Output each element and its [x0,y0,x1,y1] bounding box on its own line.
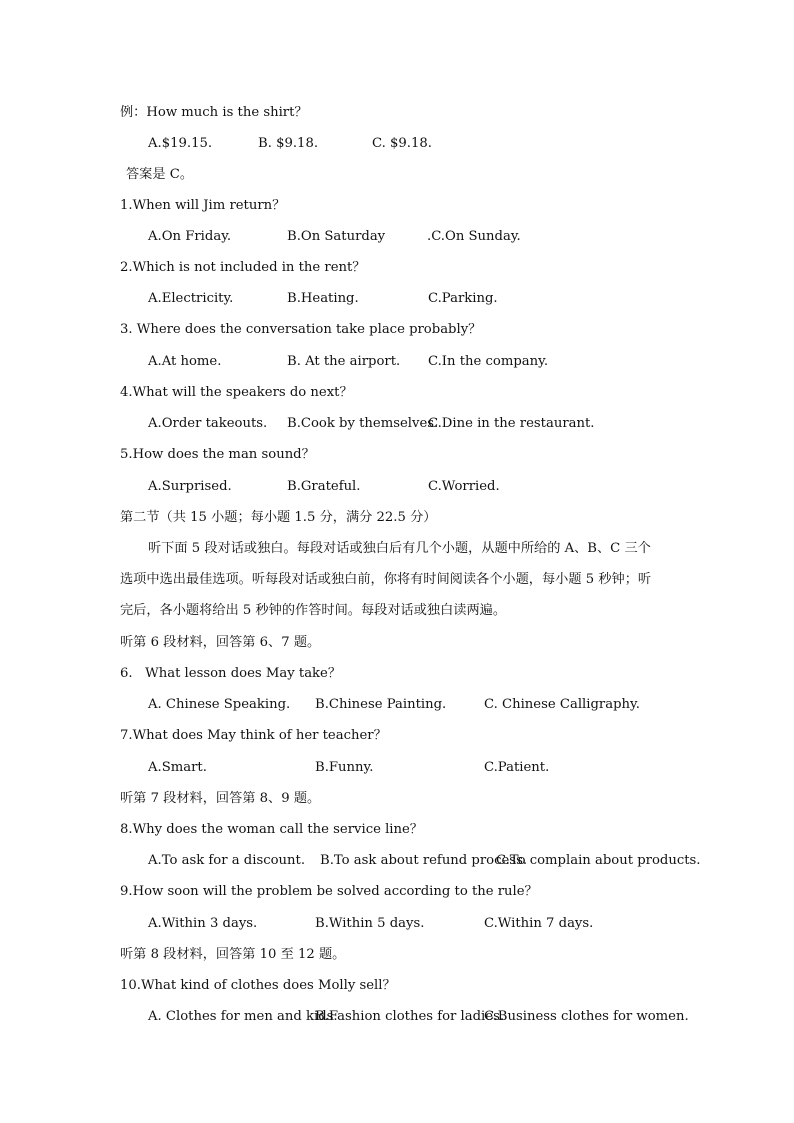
q6-option-a: A. Chinese Speaking. [148,697,291,712]
q3-option-a: A.At home. [148,354,222,369]
question-3: 3. Where does the conversation take place probably？ [120,322,482,337]
q1-option-c: .C.On Sunday. [427,229,521,244]
q7-option-a: A.Smart. [148,760,207,775]
question-2: 2.Which is not included in the rent？ [120,260,366,275]
q10-option-b: B.Fashion clothes for ladies. [315,1009,505,1024]
q2-option-b: B.Heating. [287,291,359,306]
material-7-heading: 听第 7 段材料，回答第 8、9 题。 [120,791,321,806]
q9-option-b: B.Within 5 days. [315,916,425,931]
instructions-line-2: 选项中选出最佳选项。听每段对话或独白前，你将有时间阅读各个小题，每小题 5 秒钟；听 [120,572,652,587]
q2-option-c: C.Parking. [428,291,498,306]
question-10: 10.What kind of clothes does Molly sell？ [120,978,396,993]
example-question: 例：How much is the shirt？ [120,105,308,120]
q8-option-b: B.To ask about refund process. [320,853,528,868]
q5-option-a: A.Surprised. [148,479,232,494]
q5-option-c: C.Worried. [428,479,500,494]
question-8: 8.Why does the woman call the service line？ [120,822,423,837]
q6-option-c: C. Chinese Calligraphy. [484,697,640,712]
question-1: 1.When will Jim return？ [120,198,286,213]
q6-option-b: B.Chinese Painting. [315,697,447,712]
q10-option-a: A. Clothes for men and kids. [148,1009,338,1024]
example-option-a: A.$19.15. [148,136,213,151]
q8-option-a: A.To ask for a discount. [148,853,306,868]
q1-option-b: B.On Saturday [287,229,386,244]
q5-option-b: B.Grateful. [287,479,361,494]
question-9: 9.How soon will the problem be solved according to the rule？ [120,884,538,899]
instructions-line-1: 听下面 5 段对话或独白。每段对话或独白后有几个小题，从题中所给的 A、B、C 三个 [148,541,651,556]
q7-option-b: B.Funny. [315,760,374,775]
q4-option-b: B.Cook by themselves. [287,416,439,431]
example-option-c: C. $9.18. [372,136,432,151]
instructions-line-3: 完后，各小题将给出 5 秒钟的作答时间。每段对话或独白读两遍。 [120,603,507,618]
section-2-heading: 第二节（共 15 小题；每小题 1.5 分，满分 22.5 分） [120,510,437,525]
example-option-b: B. $9.18. [258,136,319,151]
question-7: 7.What does May think of her teacher？ [120,728,387,743]
q4-option-a: A.Order takeouts. [148,416,268,431]
q2-option-a: A.Electricity. [148,291,234,306]
q1-option-a: A.On Friday. [148,229,232,244]
q3-option-c: C.In the company. [428,354,549,369]
q8-option-c: C.To complain about products. [496,853,701,868]
example-answer: 答案是 C。 [126,167,194,182]
q10-option-c: C.Business clothes for women. [484,1009,689,1024]
q3-option-b: B. At the airport. [287,354,401,369]
q9-option-c: C.Within 7 days. [484,916,594,931]
question-6: 6. What lesson does May take？ [120,666,342,681]
question-5: 5.How does the man sound？ [120,447,315,462]
q4-option-c: C.Dine in the restaurant. [428,416,595,431]
question-4: 4.What will the speakers do next？ [120,385,353,400]
material-6-heading: 听第 6 段材料，回答第 6、7 题。 [120,635,321,650]
q7-option-c: C.Patient. [484,760,550,775]
q9-option-a: A.Within 3 days. [148,916,258,931]
material-8-heading: 听第 8 段材料，回答第 10 至 12 题。 [120,947,346,962]
